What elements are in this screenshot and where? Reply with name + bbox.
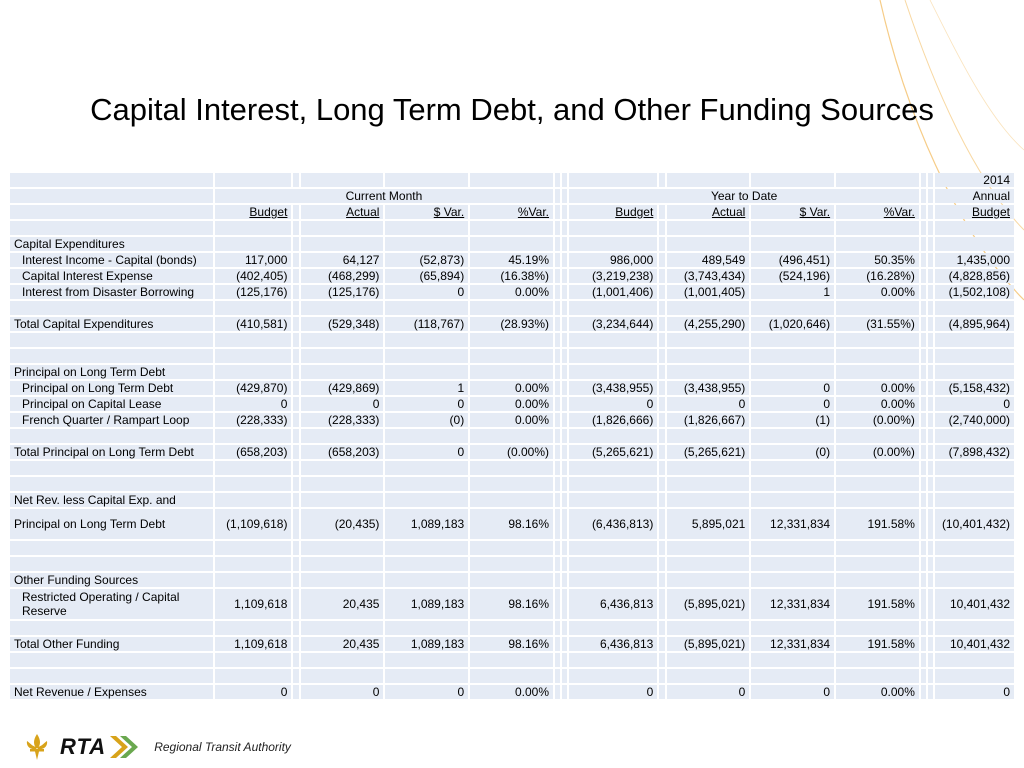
cell: (658,203) [215, 445, 292, 459]
cell: (5,895,021) [667, 637, 750, 651]
chevron-arrows-icon [108, 734, 142, 760]
row-label: Net Revenue / Expenses [10, 685, 213, 699]
cell: 20,435 [301, 637, 384, 651]
cell: 986,000 [569, 253, 657, 267]
total-row [10, 685, 1014, 699]
cell: 1,435,000 [935, 253, 1014, 267]
cell: 12,331,834 [751, 509, 834, 539]
cell: 0.00% [836, 285, 919, 299]
cell: 0 [301, 685, 384, 699]
cell: 0 [569, 397, 657, 411]
cell: 12,331,834 [751, 589, 834, 619]
cell: (3,438,955) [667, 381, 750, 395]
header-year-to-date: Year to Date [569, 189, 919, 203]
cell: 0 [667, 397, 750, 411]
table-row [10, 397, 1014, 411]
cell: 20,435 [301, 589, 384, 619]
cell: (0) [751, 445, 834, 459]
cell: (16.28%) [836, 269, 919, 283]
row-label: Principal on Long Term Debt [10, 381, 213, 395]
cell: (1) [751, 413, 834, 427]
section-heading: Principal on Long Term Debt [10, 365, 213, 379]
cell: (0.00%) [836, 445, 919, 459]
cell: 0 [385, 445, 468, 459]
table-row [10, 285, 1014, 299]
cell: 5,895,021 [667, 509, 750, 539]
cell: 117,000 [215, 253, 292, 267]
header-row-groups [10, 189, 1014, 203]
total-row [10, 445, 1014, 459]
financial-table [8, 171, 1016, 701]
cell: (3,219,238) [569, 269, 657, 283]
cell: 0 [751, 381, 834, 395]
section-heading-row [10, 237, 1014, 251]
cell: (529,348) [301, 317, 384, 331]
table-row [10, 413, 1014, 427]
col-ytd-actual: Actual [667, 205, 750, 219]
cell: 50.35% [836, 253, 919, 267]
cell: 1,089,183 [385, 637, 468, 651]
cell: (20,435) [301, 509, 384, 539]
cell: 0.00% [836, 397, 919, 411]
row-label: Principal on Capital Lease [10, 397, 213, 411]
cell: (468,299) [301, 269, 384, 283]
cell: 10,401,432 [935, 589, 1014, 619]
cell: 0 [385, 285, 468, 299]
cell: (228,333) [215, 413, 292, 427]
row-label: Total Principal on Long Term Debt [10, 445, 213, 459]
cell: (5,895,021) [667, 589, 750, 619]
cell: (402,405) [215, 269, 292, 283]
cell: (1,502,108) [935, 285, 1014, 299]
row-label: Principal on Long Term Debt [10, 509, 213, 539]
total-row [10, 317, 1014, 331]
cell: 98.16% [470, 589, 553, 619]
section-heading-row [10, 365, 1014, 379]
cell: (5,265,621) [667, 445, 750, 459]
table-row [10, 381, 1014, 395]
cell: (118,767) [385, 317, 468, 331]
cell: (4,255,290) [667, 317, 750, 331]
tagline: Regional Transit Authority [154, 740, 291, 754]
section-heading-row [10, 573, 1014, 587]
cell: (410,581) [215, 317, 292, 331]
col-cm-budget: Budget [215, 205, 292, 219]
total-row [10, 637, 1014, 651]
cell: 10,401,432 [935, 637, 1014, 651]
cell: 191.58% [836, 509, 919, 539]
cell: 1,089,183 [385, 509, 468, 539]
cell: (125,176) [301, 285, 384, 299]
cell: 6,436,813 [569, 589, 657, 619]
cell: 0 [751, 397, 834, 411]
cell: 191.58% [836, 637, 919, 651]
cell: (3,438,955) [569, 381, 657, 395]
cell: (1,001,405) [667, 285, 750, 299]
cell: 6,436,813 [569, 637, 657, 651]
rta-logo-text: RTA [60, 734, 107, 759]
cell: 1,109,618 [215, 589, 292, 619]
cell: 0 [385, 685, 468, 699]
cell: (5,265,621) [569, 445, 657, 459]
cell: 0 [935, 685, 1014, 699]
cell: (1,001,406) [569, 285, 657, 299]
cell: (5,158,432) [935, 381, 1014, 395]
cell: 0.00% [836, 381, 919, 395]
row-label: Total Capital Expenditures [10, 317, 213, 331]
row-label: Restricted Operating / Capital Reserve [10, 589, 213, 619]
table-row [10, 269, 1014, 283]
col-ytd-pct: %Var. [836, 205, 919, 219]
cell: (4,828,856) [935, 269, 1014, 283]
row-label: Capital Interest Expense [10, 269, 213, 283]
footer-logo [24, 730, 291, 764]
cell: (28.93%) [470, 317, 553, 331]
col-ytd-var: $ Var. [751, 205, 834, 219]
cell: (6,436,813) [569, 509, 657, 539]
cell: 0 [215, 685, 292, 699]
cell: 0 [751, 685, 834, 699]
row-label: Interest Income - Capital (bonds) [10, 253, 213, 267]
header-year: 2014 [935, 173, 1014, 187]
cell: 0.00% [470, 685, 553, 699]
cell: 0.00% [836, 685, 919, 699]
cell: 191.58% [836, 589, 919, 619]
header-row-columns [10, 205, 1014, 219]
cell: 12,331,834 [751, 637, 834, 651]
cell: 0 [215, 397, 292, 411]
cell: (3,234,644) [569, 317, 657, 331]
cell: 0 [301, 397, 384, 411]
cell: (65,894) [385, 269, 468, 283]
cell: (228,333) [301, 413, 384, 427]
row-label: Interest from Disaster Borrowing [10, 285, 213, 299]
col-annual-budget: Budget [935, 205, 1014, 219]
cell: 0.00% [470, 413, 553, 427]
cell: 0.00% [470, 397, 553, 411]
table-row [10, 253, 1014, 267]
section-heading-row [10, 493, 1014, 507]
cell: 0 [385, 397, 468, 411]
col-ytd-budget: Budget [569, 205, 657, 219]
cell: 0.00% [470, 381, 553, 395]
cell: 98.16% [470, 509, 553, 539]
table-row [10, 509, 1014, 539]
cell: (2,740,000) [935, 413, 1014, 427]
row-label: French Quarter / Rampart Loop [10, 413, 213, 427]
cell: (0.00%) [470, 445, 553, 459]
cell: 1 [751, 285, 834, 299]
cell: (1,826,667) [667, 413, 750, 427]
header-row-year [10, 173, 1014, 187]
col-cm-actual: Actual [301, 205, 384, 219]
cell: (16.38%) [470, 269, 553, 283]
cell: (31.55%) [836, 317, 919, 331]
cell: (496,451) [751, 253, 834, 267]
cell: (658,203) [301, 445, 384, 459]
page-title: Capital Interest, Long Term Debt, and Other Funding Sources [90, 92, 934, 127]
cell: (7,898,432) [935, 445, 1014, 459]
cell: 1,089,183 [385, 589, 468, 619]
header-annual: Annual [935, 189, 1014, 203]
cell: (1,020,646) [751, 317, 834, 331]
cell: 0 [935, 397, 1014, 411]
fleur-de-lis-icon [24, 732, 50, 762]
row-label: Total Other Funding [10, 637, 213, 651]
cell: (0.00%) [836, 413, 919, 427]
cell: 489,549 [667, 253, 750, 267]
section-heading: Other Funding Sources [10, 573, 213, 587]
cell: (1,109,618) [215, 509, 292, 539]
cell: 0.00% [470, 285, 553, 299]
cell: 45.19% [470, 253, 553, 267]
cell: (4,895,964) [935, 317, 1014, 331]
cell: (524,196) [751, 269, 834, 283]
cell: 98.16% [470, 637, 553, 651]
cell: 0 [569, 685, 657, 699]
cell: 1,109,618 [215, 637, 292, 651]
row-label: Net Rev. less Capital Exp. and [10, 493, 213, 507]
cell: (125,176) [215, 285, 292, 299]
cell: 64,127 [301, 253, 384, 267]
section-heading: Capital Expenditures [10, 237, 213, 251]
cell: (429,870) [215, 381, 292, 395]
col-cm-var: $ Var. [385, 205, 468, 219]
cell: (1,826,666) [569, 413, 657, 427]
table-row [10, 589, 1014, 619]
cell: (10,401,432) [935, 509, 1014, 539]
cell: (429,869) [301, 381, 384, 395]
col-cm-pct: %Var. [470, 205, 553, 219]
header-current-month: Current Month [215, 189, 553, 203]
cell: (0) [385, 413, 468, 427]
cell: 0 [667, 685, 750, 699]
cell: (52,873) [385, 253, 468, 267]
cell: (3,743,434) [667, 269, 750, 283]
cell: 1 [385, 381, 468, 395]
